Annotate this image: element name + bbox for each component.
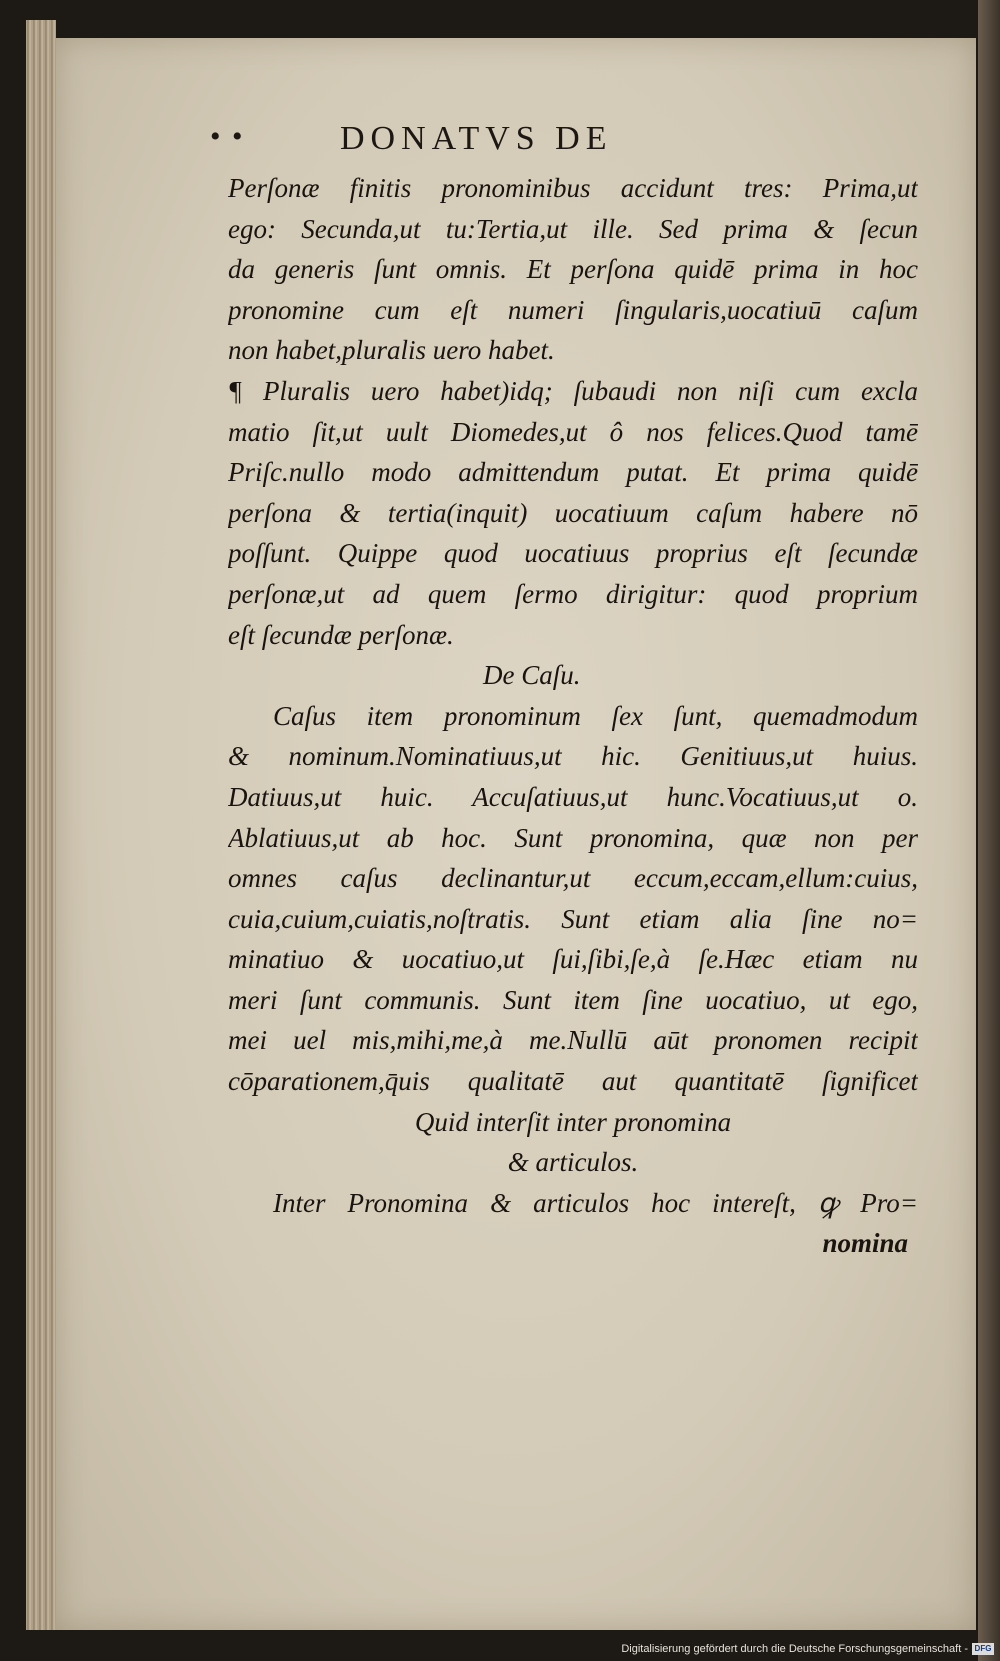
text-line: perſonæ,ut ad quem ſermo dirigitur: quod proprium xyxy=(228,578,918,609)
text-line: ¶ Pluralis uero habet)idq; ſubaudi non niſi cum excla xyxy=(228,375,918,406)
catchword: nomina xyxy=(822,1228,908,1259)
text-line: Ablatiuus,ut ab hoc. Sunt pronomina, quæ non per xyxy=(228,822,918,853)
text-line: Datiuus,ut huic. Accuſatiuus,ut hunc.Vocatiuus,ut o. xyxy=(228,781,918,812)
folio-mark: • • xyxy=(210,120,245,153)
section-heading-line-2: & articulos. xyxy=(507,1147,639,1178)
text-line: Inter Pronomina & articulos hoc intereſt, ꝙ Pro= xyxy=(273,1187,918,1218)
section-heading-casu: De Caſu. xyxy=(483,660,581,691)
text-block xyxy=(228,168,918,1264)
text-line: & nominum.Nominatiuus,ut hic. Genitiuus,ut huius. xyxy=(228,741,918,772)
text-line: Perſonæ finitis pronominibus accidunt tres: Prima,ut xyxy=(228,173,918,203)
text-line: non habet,pluralis uero habet. xyxy=(228,335,555,366)
text-line: ego: Secunda,ut tu:Tertia,ut ille. Sed prima & ſecun xyxy=(228,213,918,244)
book-fore-edge xyxy=(26,20,56,1630)
text-line: Priſc.nullo modo admittendum putat. Et prima quidē xyxy=(228,457,918,488)
book-spine-edge xyxy=(978,0,1000,1661)
text-line: perſona & tertia(inquit) uocatiuum caſum habere nō xyxy=(228,497,918,528)
text-line: cōparationem,q̄uis qualitatē aut quantitatē ſignificet xyxy=(228,1066,918,1097)
text-line: da generis ſunt omnis. Et perſona quidē prima in hoc xyxy=(228,254,918,285)
page-header xyxy=(210,120,850,160)
text-line: eſt ſecundæ perſonæ. xyxy=(228,619,454,650)
text-line: meri ſunt communis. Sunt item ſine uocatiuo, ut ego, xyxy=(228,984,918,1015)
text-line: omnes caſus declinantur,ut eccum,eccam,ellum:cuius, xyxy=(228,863,918,894)
text-line: poſſunt. Quippe quod uocatiuus proprius eſt ſecundæ xyxy=(228,538,918,569)
text-line: mei uel mis,mihi,me,à me.Nullū aūt pronomen recipit xyxy=(228,1025,918,1056)
section-heading-line-1: Quid interſit inter pronomina xyxy=(414,1106,732,1137)
text-line: cuia,cuium,cuiatis,noſtratis. Sunt etiam alia ſine no= xyxy=(228,903,918,934)
text-line: pronomine cum eſt numeri ſingularis,uocatiuū caſum xyxy=(228,294,918,325)
text-line: minatiuo & uocatiuo,ut ſui,ſibi,ſe,à ſe.Hæc etiam nu xyxy=(228,944,918,975)
running-head: DONATVS DE xyxy=(340,120,613,157)
text-line: matio ſit,ut uult Diomedes,ut ô nos felices.Quod tamē xyxy=(228,416,918,447)
dfg-logo: DFG xyxy=(972,1643,994,1655)
digitization-footer xyxy=(621,1641,994,1657)
footer-text: Digitalisierung gefördert durch die Deutsche Forschungsgemeinschaft - xyxy=(621,1643,968,1655)
text-line: Caſus item pronominum ſex ſunt, quemadmodum xyxy=(273,700,918,731)
